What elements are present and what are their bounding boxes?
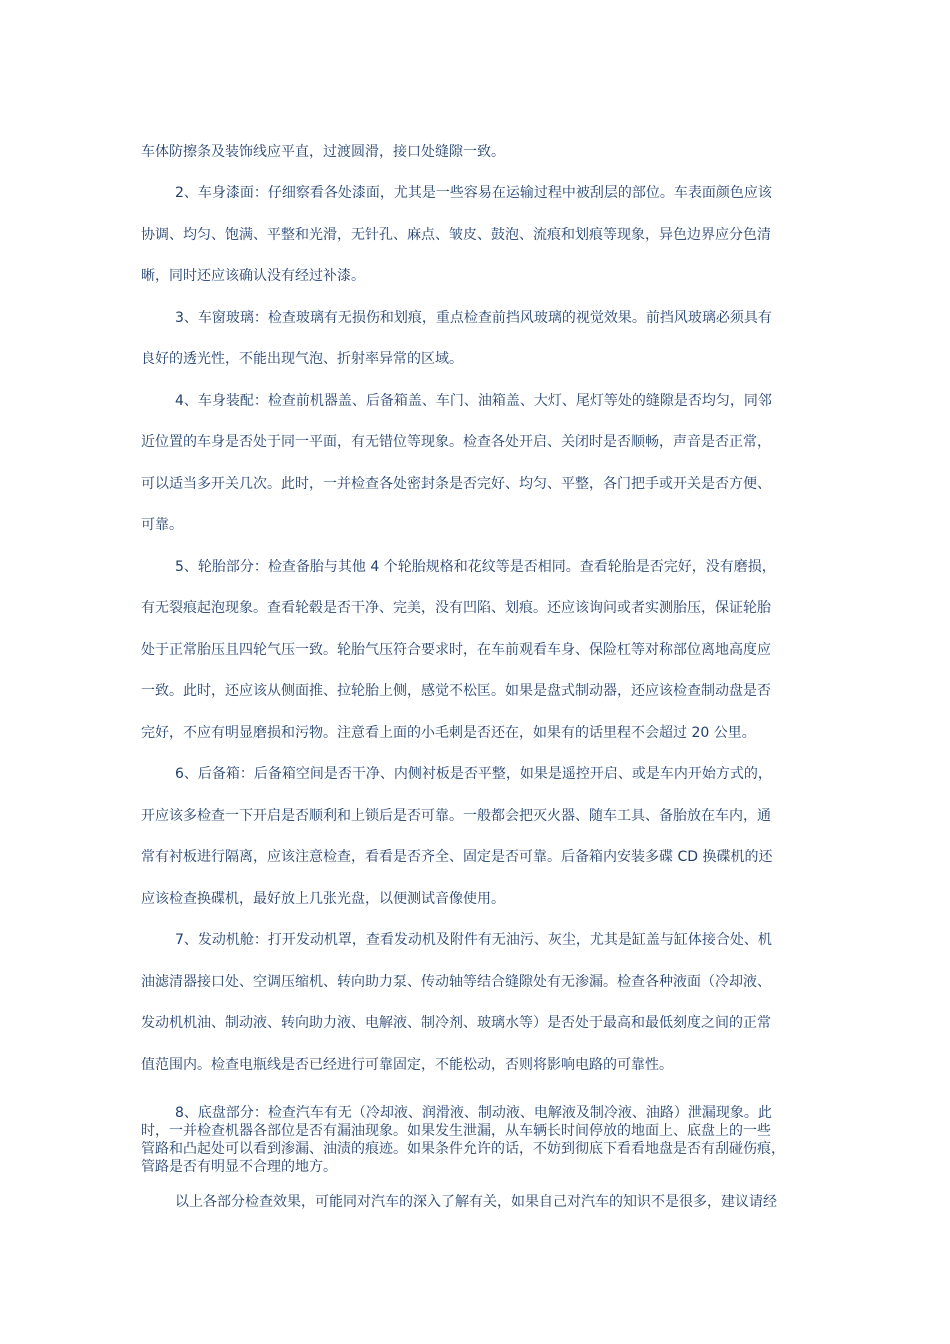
text-line: 5、轮胎部分：检查备胎与其他 4 个轮胎规格和花纹等是否相同。查看轮胎是否完好，没有磨损，	[175, 559, 776, 575]
text-line: 可靠。	[141, 517, 183, 533]
text-line: 3、车窗玻璃：检查玻璃有无损伤和划痕，重点检查前挡风玻璃的视觉效果。前挡风玻璃必须具有	[175, 310, 772, 326]
text-line: 值范围内。检查电瓶线是否已经进行可靠固定，不能松动，否则将影响电路的可靠性。	[141, 1057, 673, 1073]
text-line: 可以适当多开关几次。此时，一并检查各处密封条是否完好、均匀、平整，各门把手或开关是否方便、	[141, 476, 771, 492]
text-line: 开应该多检查一下开启是否顺利和上锁后是否可靠。一般都会把灭火器、随车工具、备胎放在车内，通	[141, 808, 771, 824]
text-line: 8、底盘部分：检查汽车有无（冷却液、润滑液、制动液、电解液及制冷液、油路）泄漏现象。此	[175, 1105, 772, 1121]
text-line: 协调、均匀、饱满、平整和光滑，无针孔、麻点、皱皮、鼓泡、流痕和划痕等现象，异色边界应分色清	[141, 227, 771, 243]
text-line: 4、车身装配：检查前机器盖、后备箱盖、车门、油箱盖、大灯、尾灯等处的缝隙是否均匀，同邻	[175, 393, 772, 409]
text-line: 处于正常胎压且四轮气压一致。轮胎气压符合要求时，在车前观看车身、保险杠等对称部位离地高度应	[141, 642, 771, 658]
text-line: 近位置的车身是否处于同一平面，有无错位等现象。检查各处开启、关闭时是否顺畅，声音是否正常，	[141, 434, 771, 450]
text-line: 车体防擦条及装饰线应平直，过渡圆滑，接口处缝隙一致。	[141, 144, 505, 160]
text-line: 有无裂痕起泡现象。查看轮毂是否干净、完美，没有凹陷、划痕。还应该询问或者实测胎压，保证轮胎	[141, 600, 771, 616]
text-line: 管路和凸起处可以看到渗漏、油渍的痕迹。如果条件允许的话，不妨到彻底下看看地盘是否有刮碰伤痕，	[141, 1141, 785, 1157]
text-line: 晰，同时还应该确认没有经过补漆。	[141, 268, 365, 284]
text-line: 良好的透光性，不能出现气泡、折射率异常的区域。	[141, 351, 463, 367]
text-line: 油滤清器接口处、空调压缩机、转向助力泵、传动轴等结合缝隙处有无渗漏。检查各种液面（冷却液、	[141, 974, 771, 990]
text-line: 时，一并检查机器各部位是否有漏油现象。如果发生泄漏，从车辆长时间停放的地面上、底盘上的一些	[141, 1123, 771, 1139]
text-line: 2、车身漆面：仔细察看各处漆面，尤其是一些容易在运输过程中被刮层的部位。车表面颜色应该	[175, 185, 772, 201]
text-line: 一致。此时，还应该从侧面推、拉轮胎上侧，感觉不松匡。如果是盘式制动器，还应该检查制动盘是否	[141, 683, 771, 699]
text-line: 7、发动机舱：打开发动机罩，查看发动机及附件有无油污、灰尘，尤其是缸盖与缸体接合处、机	[175, 932, 772, 948]
text-line: 应该检查换碟机，最好放上几张光盘，以便测试音像使用。	[141, 891, 505, 907]
text-line: 完好，不应有明显磨损和污物。注意看上面的小毛刺是否还在，如果有的话里程不会超过 20 公里。	[141, 725, 756, 741]
text-line: 发动机机油、制动液、转向助力液、电解液、制冷剂、玻璃水等）是否处于最高和最低刻度之间的正常	[141, 1015, 771, 1031]
text-line: 以上各部分检查效果，可能同对汽车的深入了解有关，如果自己对汽车的知识不是很多，建议请经	[175, 1194, 777, 1210]
text-line: 管路是否有明显不合理的地方。	[141, 1159, 337, 1175]
text-line: 常有衬板进行隔离，应该注意检查，看看是否齐全、固定是否可靠。后备箱内安装多碟 CD 换碟机的还	[141, 849, 773, 865]
text-line: 6、后备箱：后备箱空间是否干净、内侧衬板是否平整，如果是遥控开启、或是车内开始方式的，	[175, 766, 772, 782]
